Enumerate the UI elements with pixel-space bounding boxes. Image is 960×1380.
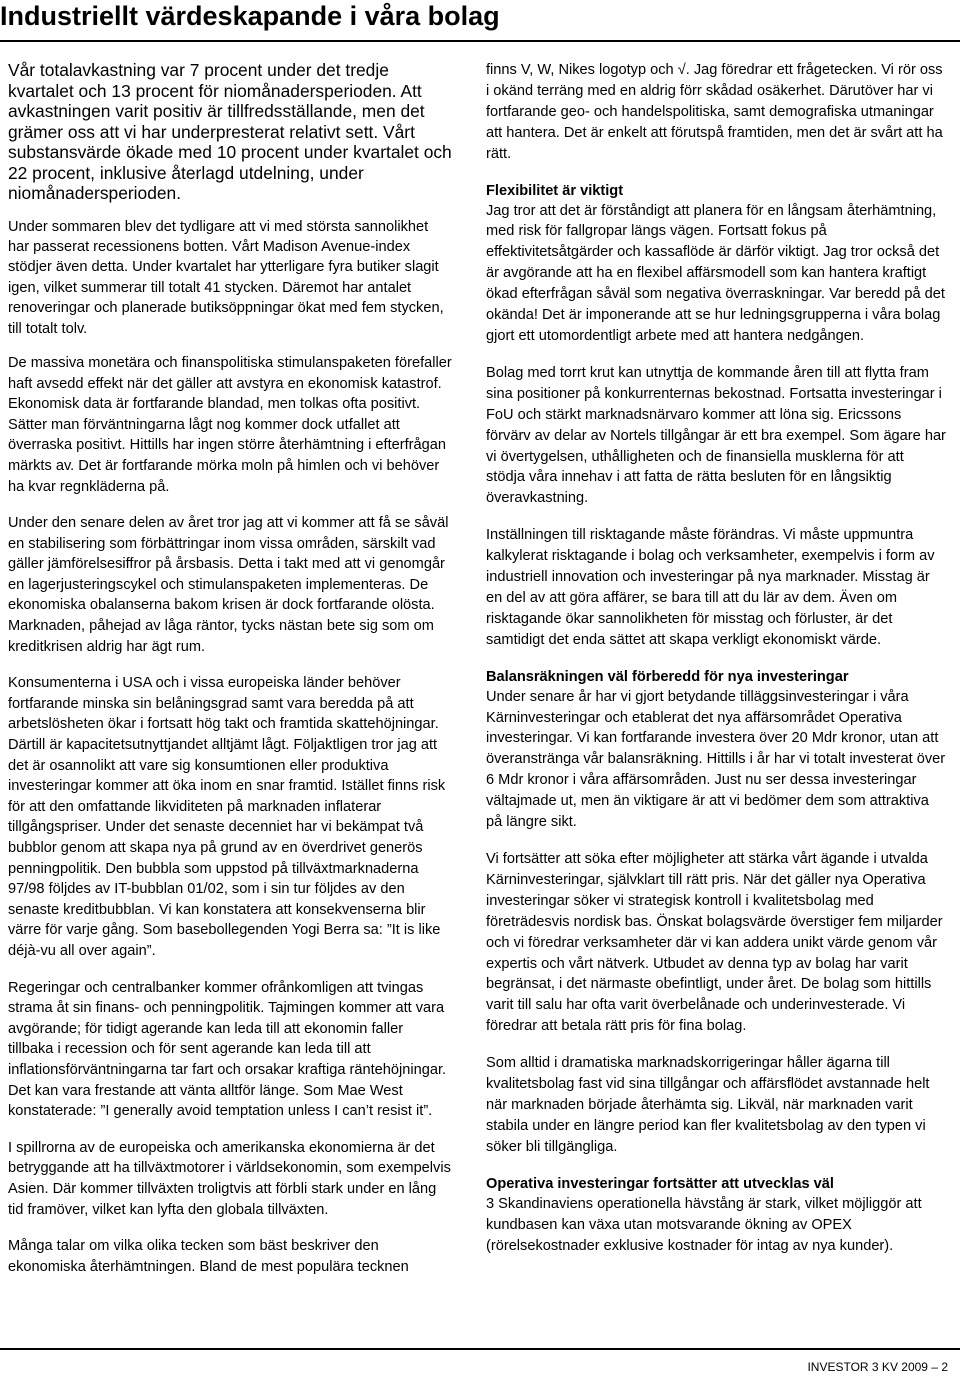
body-paragraph: Konsumenterna i USA och i vissa europeiska länder behöver fortfarande minska sin belåningsgrad samt vara beredda på att arbetslösheten ökar i fortsatt hög takt och framtida skattehöjningar. Därtill är kapacitetsutnyttjandet alltjämt lågt. Följaktligen tror jag att det är osannolikt att vare sig konsumtionen eller produktiva investeringar kommer att öka inom en snar framtid. Istället finns risk för att den omfattande likviditeten på marknaden inflaterar tillgångspriser. Under det senaste decenniet har vi bekämpat två bubblor genom att skapa nya på grund av en överdrivet generös penningpolitik. Den bubbla som uppstod på tillväxtmarknaderna 97/98 följdes av IT-bubblan 01/02, som i sin tur följdes av den senaste kreditbubblan. Vi kan konstatera att konsekvenserna blir värre för varje gång. Som basebollegenden Yogi Berra sa: ”It is like déjà-vu all over again”. — [8, 675, 446, 959]
body-paragraph: Vi fortsätter att söka efter möjligheter att stärka vårt ägande i utvalda Kärninvesteringar, självklart till rätt pris. När det gäller nya Operativa investeringar söker vi strategisk kontroll i kvalitetsbolag med företrädesvis nordisk bas. Önskat bolagsvärde överstiger fem miljarder och vi föredrar verksamheter där vi kan addera unikt värde genom vår expertis och vårt nätverk. Utbudet av denna typ av bolag har varit begränsat, i det närmaste obefintligt, under året. De bolag som hittills varit till salu har ofta varit överbelånade och underinvesterade. Vi föredrar att betala rätt pris för fina bolag. — [486, 851, 943, 1035]
page-title: Industriellt värdeskapande i våra bolag — [0, 1, 500, 31]
section-heading-operating-investments: Operativa investeringar fortsätter att utvecklas väl — [486, 1175, 834, 1192]
body-paragraph: 3 Skandinaviens operationella hävstång är stark, vilket möjliggör att kundbasen kan växa utan motsvarande ökning av OPEX (rörelsekostnader exklusive kostnader för intag av nya kunder). — [486, 1195, 922, 1254]
right-column — [486, 60, 946, 1272]
body-paragraph: Under senare år har vi gjort betydande tilläggsinvesteringar i våra Kärninvesteringar och etablerat det nya affärsområdet Operativa investeringar. Vi kan fortfarande investera över 20 Mdr kronor, utan att överanstränga vår balansräkning. Hittills i år har vi totalt investerat över 6 Mdr kronor i våra affärsområden. Just nu ser dessa investeringar vältajmade ut, men än viktigare är att vi bedömer dem som attraktiva på längre sikt. — [486, 688, 946, 831]
page-footer: INVESTOR 3 KV 2009 – 2 — [807, 1360, 948, 1374]
body-paragraph: Inställningen till risktagande måste förändras. Vi måste uppmuntra kalkylerat risktagande i bolag och verksamheter, exempelvis i form av industriell innovation och investeringar på nya marknader. Misstag är en del av att göra affärer, se bara till att du lär av dem. Även om risktagande ökar sannolikheten för misstag och förluster, är det samtidigt det enda sättet att skapa verkligt ekonomiskt värde. — [486, 527, 935, 648]
section-heading-flexibility: Flexibilitet är viktigt — [486, 182, 624, 199]
body-paragraph: Som alltid i dramatiska marknadskorrigeringar håller ägarna till kvalitetsbolag fast vid sina tillgångar och affärsflödet avstannade helt när marknaden började återhämta sig. Likväl, när marknaden varit stabila under en längre period kan fler kvalitetsbolag av den typen vi söker bli tillgängliga. — [486, 1055, 930, 1155]
body-paragraph: Jag tror att det är förståndigt att planera för en långsam återhämtning, med risk för fallgropar längs vägen. Fortsatt fokus på effektivitetsåtgärder och kassaflöde är därför viktigt. Jag tror också det är avgörande att ha en flexibel affärsmodell som kan hantera kraftigt ökad efterfrågan såväl som negativa överraskningar. Var beredd på det okända! Det är imponerande att se hur ledningsgrupperna i våra bolag gjort ett utomordentligt arbete med att hantera nedgången. — [486, 202, 945, 344]
body-paragraph: Under den senare delen av året tror jag att vi kommer att få se såväl en stabilisering som förbättringar inom vissa områden, särskilt vad gäller jämförelsesiffror på årsbasis. Detta i takt med att vi genomgår en lagerjusteringscykel och stimulanspaketen implementeras. De ekonomiska obalanserna bakom krisen är dock fortfarande olösta. Marknaden, påhejad av låga räntor, tycks nästan bete sig som om kreditkrisen aldrig har ägt rum. — [8, 515, 449, 655]
header-rule — [0, 40, 960, 42]
intro-paragraph: Vår totalavkastning var 7 procent under det tredje kvartalet och 13 procent för niomånadersperioden. Att avkastningen varit positiv är tillfredsställande, men det grämer oss att vi har underpresterat relativt sett. Vårt substansvärde ökade med 10 procent under kvartalet och 22 procent, inklusive återlagd utdelning, under niomånadersperioden. — [8, 60, 452, 203]
continued-paragraph: finns V, W, Nikes logotyp och √. Jag föredrar ett frågetecken. Vi rör oss i okänd terräng med en aldrig förr skådad osäkerhet. Därutöver har vi fortfarande geo- och handelspolitiska, samt demografiska utmaningar att hantera. Det är enkelt att förutspå framtiden, men det är svårt att ha rätt. — [486, 62, 943, 162]
body-paragraph: I spillrorna av de europeiska och amerikanska ekonomierna är det betryggande att ha tillväxtmotorer i världsekonomin, som exempelvis Asien. Där kommer tillväxten troligtvis att förbli stark under en lång tid framöver, vilket kan lyfta den globala tillväxten. — [8, 1139, 451, 1218]
left-column — [8, 60, 452, 1293]
summer-paragraph: Under sommaren blev det tydligare att vi med största sannolikhet har passerat recessionens botten. Vårt Madison Avenue-index stödjer även detta. Under kvartalet har ytterligare fyra butiker slagit igen, vilket summerar till totalt 41 stycken. Däremot har antalet renoveringar och planerade butiksöppningar ökat med fem stycken, till totalt tolv. — [8, 218, 444, 337]
footer-rule — [0, 1348, 960, 1350]
body-paragraph: De massiva monetära och finanspolitiska stimulanspaketen förefaller haft avsedd effekt när det gäller att avstyra en ekonomisk katastrof. Ekonomisk data är fortfarande blandad, men tolkas ofta positivt. Sätter man förväntningarna lågt nog kommer dock utfallet att överraska positivt. Hittills har ingen större återhämtning i efterfrågan märkts av. Det är fortfarande mörka moln på himlen och vi behöver ha kvar regnkläderna på. — [8, 354, 452, 495]
section-heading-balance-sheet: Balansräkningen väl förberedd för nya investeringar — [486, 668, 849, 685]
body-paragraph: Bolag med torrt krut kan utnyttja de kommande åren till att flytta fram sina positioner på konkurrenternas bekostnad. Fortsatta investeringar i FoU och stärkt marknadsnärvaro kommer att löna sig. Ericssons förvärv av delar av Nortels tillgångar är ett bra exempel. Som ägare har vi övertygelsen, uthålligheten och de finansiella musklerna för att stödja våra innehav i att fatta de rätta besluten för en långsiktig överavkastning. — [486, 364, 946, 507]
body-paragraph: Många talar om vilka olika tecken som bäst beskriver den ekonomiska återhämtningen. Bland de mest populära tecknen — [8, 1238, 409, 1275]
body-paragraph: Regeringar och centralbanker kommer ofrånkomligen att tvingas strama åt sin finans- och penningpolitik. Tajmingen kommer att vara avgörande; för tidigt agerande kan leda till att ekonomin faller tillbaka i recession och för sent agerande kan leda till att inflationsförväntningarna tar fart och orsakar kraftiga räntehöjningar. Det kan vara frestande att vänta alltför länge. Som Mae West konstaterade: ”I generally avoid temptation unless I can’t resist it”. — [8, 979, 447, 1120]
